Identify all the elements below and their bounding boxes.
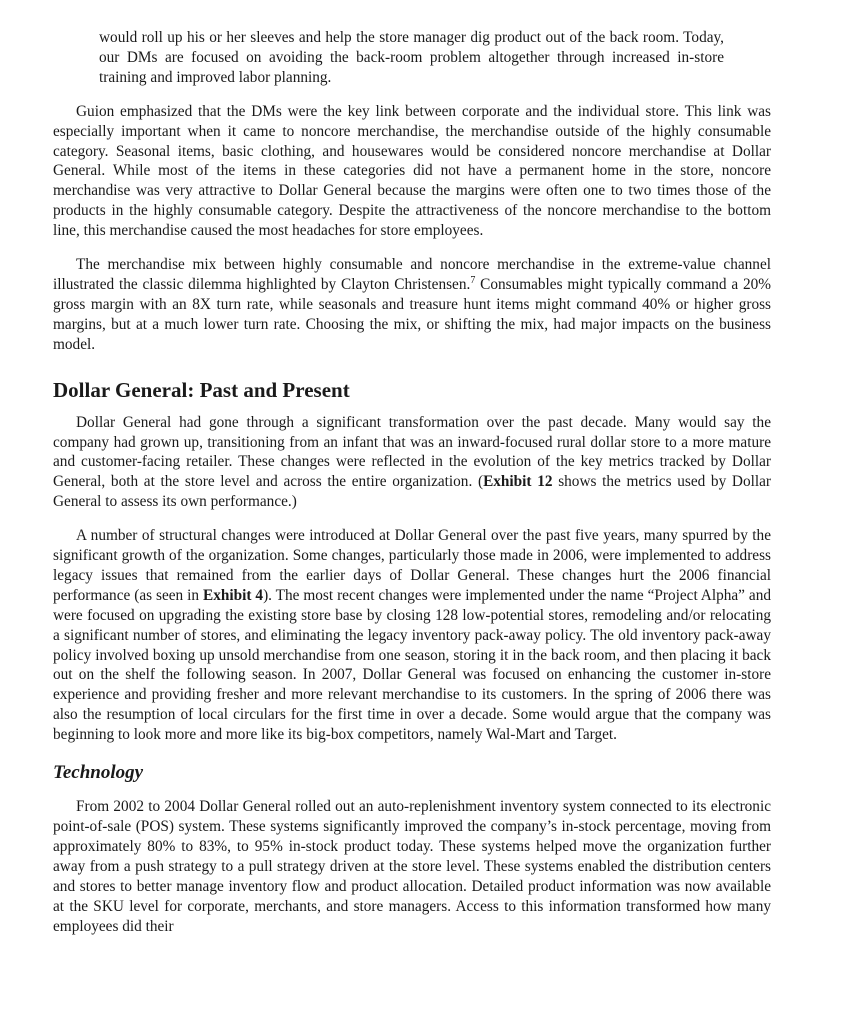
exhibit-4-reference: Exhibit 4 xyxy=(203,586,264,604)
paragraph-merchandise-mix-text-b: Consumables might typically command a 20% gross margin with an 8X turn rate, while seasonals and treasure hunt items might command 40% or higher gross margins, but at a much lower turn rate. Choosing the mix, or shifting the mix, had major impacts on the business model. xyxy=(53,275,771,353)
paragraph-guion: Guion emphasized that the DMs were the key link between corporate and the individual store. This link was especially important when it came to noncore merchandise, the merchandise outside of the highly consumable category. Seasonal items, basic clothing, and housewares would be considered noncore merchandise at Dollar General. While most of the items in these categories did not have a permanent home in the store, noncore merchandise was very attractive to Dollar General because the margins were often one to two times those of the products in the highly consumable category. Despite the attractiveness of the noncore merchandise to the bottom line, this merchandise caused the most headaches for store employees. xyxy=(53,102,771,240)
paragraph-structural-changes xyxy=(53,526,771,745)
paragraph-transformation xyxy=(53,413,771,513)
paragraph-structural-changes-text-a: A number of structural changes were introduced at Dollar General over the past five years, many spurred by the significant growth of the organization. Some changes, particularly those made in 2006, were implemented to address legacy issues that remained from the earlier days of Dollar General. These changes hurt the 2006 financial performance (as seen in xyxy=(53,527,771,604)
exhibit-12-reference: Exhibit 12 xyxy=(483,473,553,491)
section-heading: Dollar General: Past and Present xyxy=(53,377,350,402)
paragraph-transformation-text-b: shows the metrics used by Dollar General to assess its own performance.) xyxy=(53,473,771,511)
subsection-heading: Technology xyxy=(53,762,144,784)
paragraph-merchandise-mix xyxy=(53,255,771,355)
footnote-marker: 7 xyxy=(470,274,476,286)
paragraph-merchandise-mix-text-a: The merchandise mix between highly consumable and noncore merchandise in the extreme-value channel illustrated the classic dilemma highlighted by Clayton Christensen. xyxy=(53,256,771,293)
document-page xyxy=(53,28,771,936)
quote-continuation: would roll up his or her sleeves and help the store manager dig product out of the back room. Today, our DMs are focused on avoiding the back-room problem altogether through increased in-store training and improved labor planning. xyxy=(99,29,724,86)
paragraph-structural-changes-text-b: ). The most recent changes were implemented under the name “Project Alpha” and were focused on upgrading the existing store base by closing 128 low-potential stores, remodeling and/or relocating a significant number of stores, and eliminating the legacy inventory pack-away policy. The old inventory pack-away policy involved boxing up unsold merchandise from one season, storing it in the back room, and then placing it back out on the shelf the following season. In 2007, Dollar General was focused on enhancing the customer in-store experience and providing fresher and more relevant merchandise to its customers. In the spring of 2006 there was also the resumption of local circulars for the first time in over a decade. Some would argue that the company was beginning to look more and more like its big-box competitors, namely Wal-Mart and Target. xyxy=(53,586,771,744)
paragraph-technology: From 2002 to 2004 Dollar General rolled out an auto-replenishment inventory system connected to its electronic point-of-sale (POS) system. These systems significantly improved the company’s in-stock percentage, moving from approximately 80% to 83%, to 95% in-stock product today. These systems helped move the organization further away from a push strategy to a pull strategy driven at the store level. These systems enabled the distribution centers and stores to better manage inventory flow and product allocation. Detailed product information was now available at the SKU level for corporate, merchants, and store managers. Access to this information transformed how many employees did their xyxy=(53,798,771,935)
paragraph-transformation-text-a: Dollar General had gone through a significant transformation over the past decade. Many would say the company had grown up, transitioning from an infant that was an inward-focused rural dollar store to a more mature and customer-facing retailer. These changes were reflected in the evolution of the key metrics tracked by Dollar General, both at the store level and across the entire organization. ( xyxy=(53,413,771,491)
